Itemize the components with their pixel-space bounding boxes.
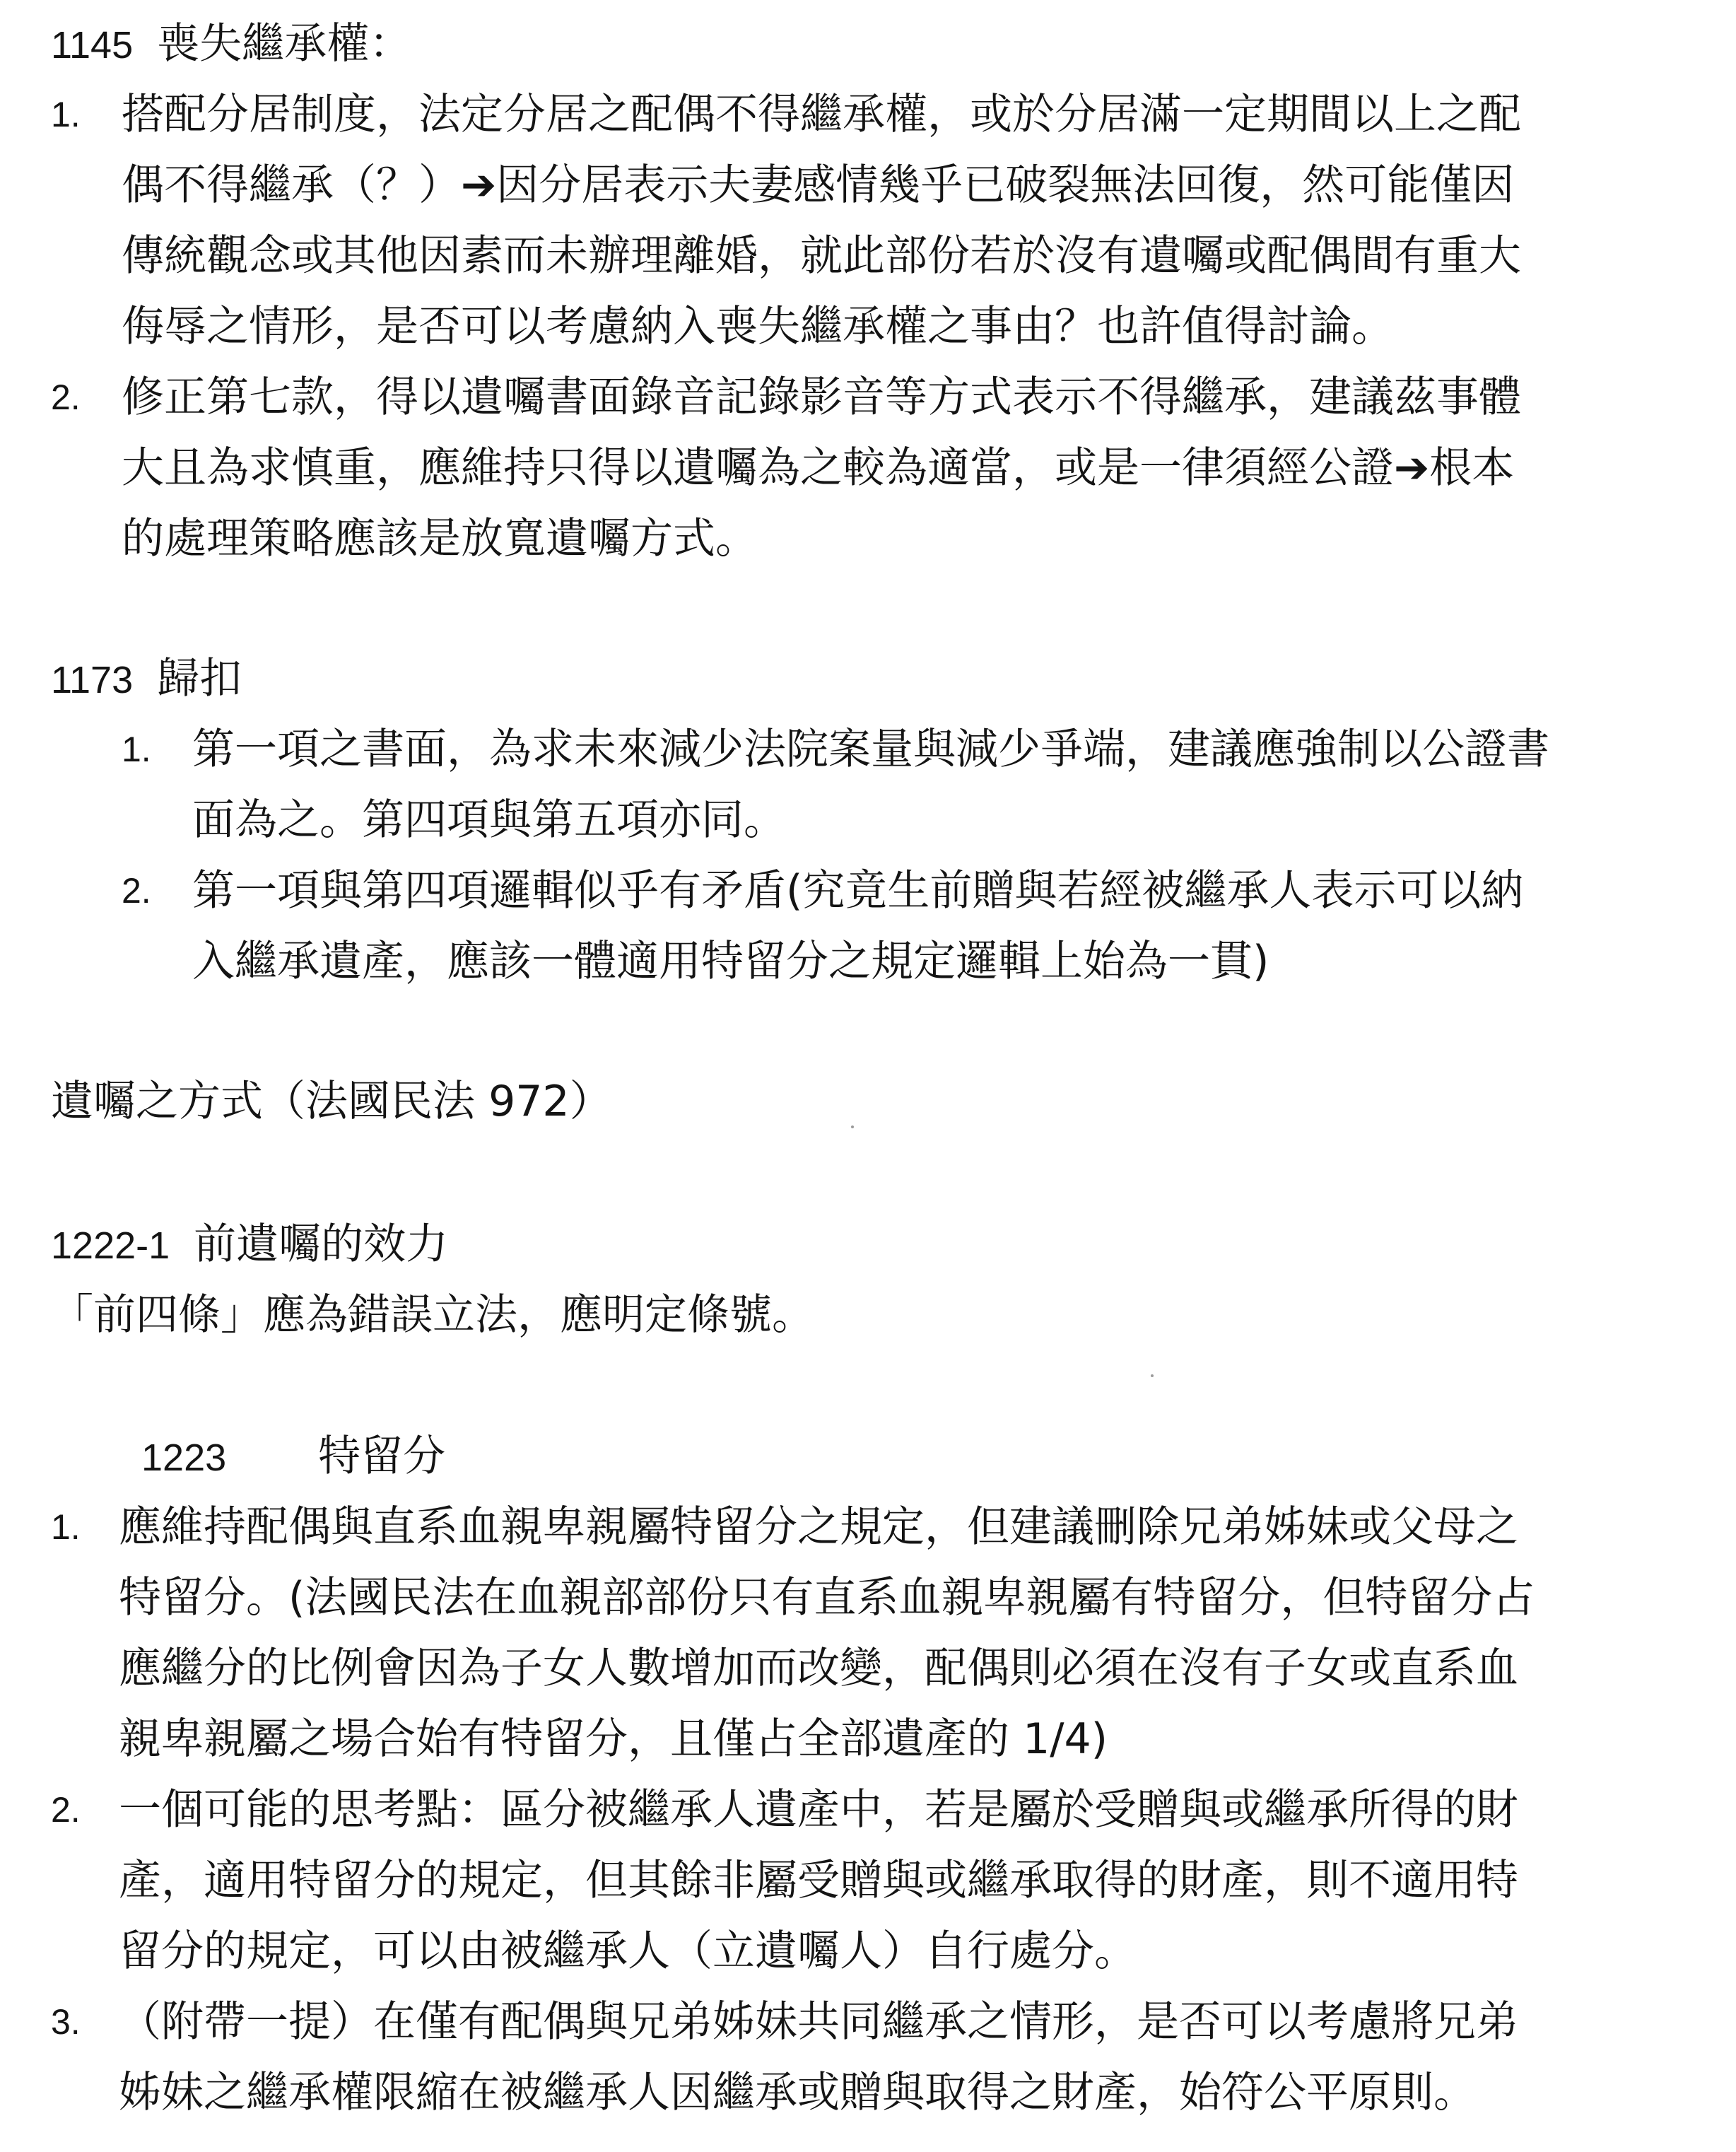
list-item-line: 第一項之書面，為求未來減少法院案量與減少爭端，建議應強制以公證書 [192, 725, 1549, 774]
list-item-line: 應維持配偶與直系血親卑親屬特留分之規定，但建議刪除兄弟姊妹或父母之 [119, 1502, 1518, 1552]
list-item-line: 留分的規定，可以由被繼承人（立遺囑人）自行處分。 [119, 1926, 1137, 1976]
list-marker: 2. [51, 378, 81, 417]
list-item-line: 修正第七款，得以遺囑書面錄音記錄影音等方式表示不得繼承，建議茲事體 [122, 373, 1521, 422]
section-title: 歸扣 [157, 654, 242, 703]
list-item-line: 面為之。第四項與第五項亦同。 [192, 795, 786, 845]
section-code: 1222-1 [51, 1224, 170, 1267]
list-item-line: 搭配分居制度，法定分居之配偶不得繼承權，或於分居滿一定期間以上之配 [122, 90, 1521, 139]
list-item-line: 侮辱之情形，是否可以考慮納入喪失繼承權之事由？也許值得討論。 [122, 302, 1394, 351]
list-marker: 1. [51, 95, 81, 134]
list-item-line: 一個可能的思考點：區分被繼承人遺產中，若是屬於受贈與或繼承所得的財 [119, 1785, 1518, 1835]
list-item-line: 親卑親屬之場合始有特留分，且僅占全部遺產的 1/4) [119, 1714, 1108, 1764]
section-heading-1173 [51, 643, 242, 714]
list-marker: 2. [51, 1790, 81, 1830]
scan-speck [1151, 1374, 1154, 1377]
will-forms-line: 遺囑之方式（法國民法 972） [51, 1077, 612, 1126]
section-title: 喪失繼承權： [157, 19, 412, 69]
section-heading-1222-1 [51, 1209, 448, 1280]
section-code: 1173 [51, 659, 134, 701]
list-item-line: 特留分。(法國民法在血親部部份只有直系血親卑親屬有特留分，但特留分占 [119, 1573, 1535, 1622]
list-marker: 2. [122, 871, 151, 911]
list-item-line: （附帶一提）在僅有配偶與兄弟姊妹共同繼承之情形，是否可以考慮將兄弟 [119, 1997, 1518, 2047]
section-code: 1223 [141, 1437, 227, 1479]
section-heading-1223 [141, 1421, 445, 1492]
list-marker: 1. [51, 1507, 81, 1547]
list-item-line: 的處理策略應該是放寬遺囑方式。 [122, 514, 758, 563]
section-code: 1145 [51, 24, 134, 66]
list-item-line: 應繼分的比例會因為子女人數增加而改變，配偶則必須在沒有子女或直系血 [119, 1644, 1518, 1693]
list-item-line: 大且為求慎重，應維持只得以遺囑為之較為適當，或是一律須經公證➔根本 [122, 443, 1515, 493]
section-heading-1145 [51, 8, 411, 79]
scan-speck [851, 1125, 854, 1128]
list-item-line: 姊妹之繼承權限縮在被繼承人因繼承或贈與取得之財產，始符公平原則。 [119, 2068, 1476, 2117]
section-body-line: 「前四條」應為錯誤立法，應明定條號。 [51, 1290, 814, 1340]
section-title: 特留分 [318, 1432, 446, 1481]
section-title: 前遺囑的效力 [194, 1220, 449, 1269]
list-item-line: 產，適用特留分的規定，但其餘非屬受贈與或繼承取得的財產，則不適用特 [119, 1856, 1518, 1905]
list-item-line: 偶不得繼承（？）➔因分居表示夫妻感情幾乎已破裂無法回復，然可能僅因 [122, 160, 1515, 210]
list-marker: 3. [51, 2002, 81, 2042]
list-item-line: 入繼承遺產，應該一體適用特留分之規定邏輯上始為一貫) [192, 937, 1269, 986]
list-marker: 1. [122, 730, 151, 769]
list-item-line: 傳統觀念或其他因素而未辦理離婚，就此部份若於沒有遺囑或配偶間有重大 [122, 231, 1521, 281]
list-item-line: 第一項與第四項邏輯似乎有矛盾(究竟生前贈與若經被繼承人表示可以納 [192, 866, 1524, 916]
